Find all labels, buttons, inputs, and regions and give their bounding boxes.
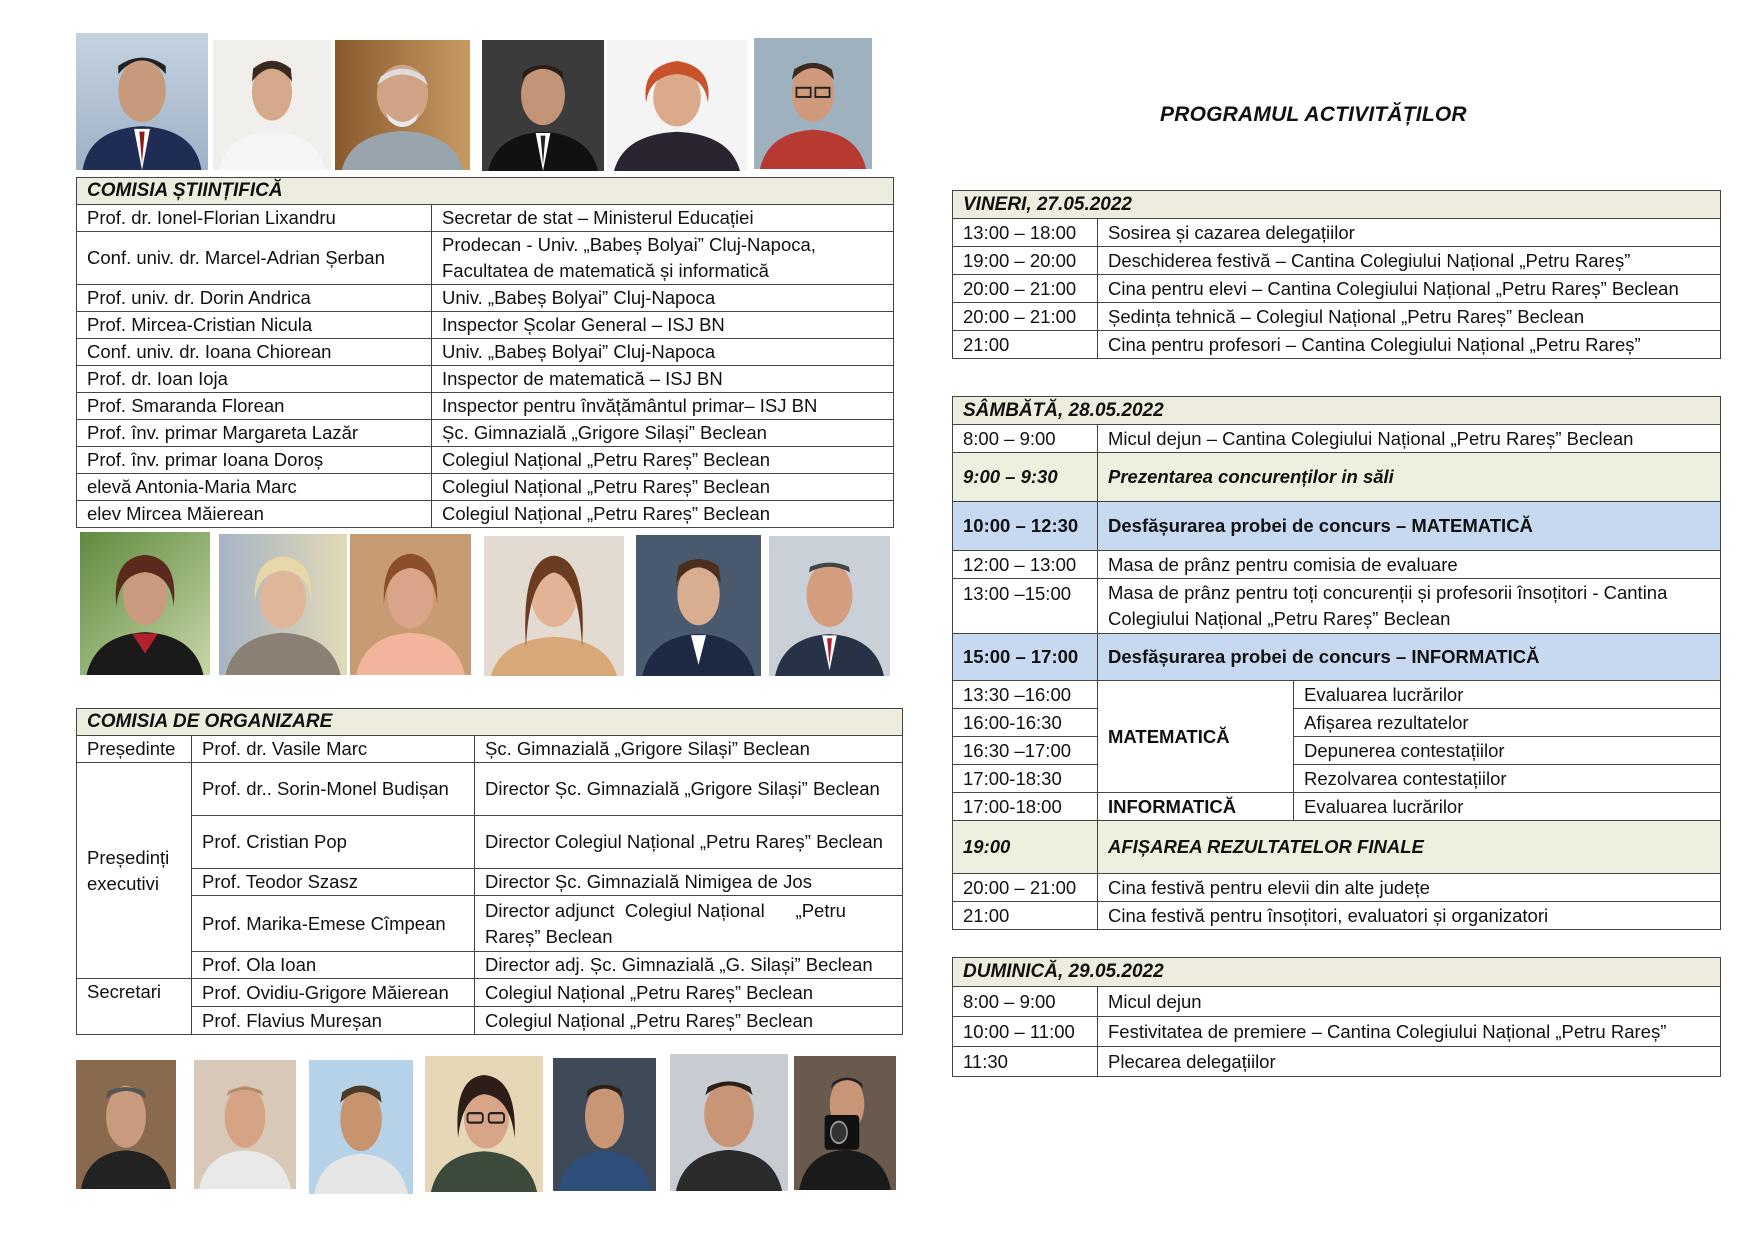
member-name: Conf. univ. dr. Ioana Chiorean — [77, 339, 432, 366]
activity-cell: Cina pentru elevi – Cantina Colegiului Național „Petru Rareș” Beclean — [1098, 275, 1721, 303]
portrait-photo — [335, 40, 470, 170]
activity-cell: Cina festivă pentru elevii din alte județe — [1098, 874, 1721, 902]
activity-cell: Ședința tehnică – Colegiul Național „Petru Rareș” Beclean — [1098, 303, 1721, 331]
time-cell: 20:00 – 21:00 — [953, 275, 1098, 303]
member-role: Șc. Gimnazială „Grigore Silași” Beclean — [475, 736, 903, 763]
portrait-photo — [350, 534, 471, 675]
member-name: Prof. dr. Ionel-Florian Lixandru — [77, 205, 432, 232]
table-header-row — [77, 709, 903, 736]
portrait-photo — [80, 532, 210, 675]
portrait-photo — [553, 1058, 656, 1191]
member-role: Inspector pentru învățământul primar– ISJ BN — [432, 393, 894, 420]
member-name: elevă Antonia-Maria Marc — [77, 474, 432, 501]
activity-cell: AFIȘAREA REZULTATELOR FINALE — [1098, 821, 1721, 874]
table-header-row — [953, 958, 1721, 987]
member-name: Prof. Teodor Szasz — [192, 869, 475, 896]
table-row — [953, 902, 1721, 930]
table-row — [953, 793, 1721, 821]
group-label: Secretari — [77, 979, 192, 1035]
table-row — [953, 219, 1721, 247]
time-cell: 10:00 – 11:00 — [953, 1017, 1098, 1047]
member-name: Prof. Cristian Pop — [192, 816, 475, 869]
time-cell: 21:00 — [953, 902, 1098, 930]
activity-cell: Desfășurarea probei de concurs – MATEMATICĂ — [1098, 502, 1721, 551]
time-cell: 21:00 — [953, 331, 1098, 359]
portrait-photo — [769, 536, 890, 676]
group-label: Președinte — [77, 736, 192, 763]
portrait-photo — [425, 1056, 543, 1192]
member-role: Director adj. Șc. Gimnazială „G. Silași” Beclean — [475, 952, 903, 979]
table-row — [953, 1047, 1721, 1077]
friday-schedule-table — [952, 190, 1721, 359]
activity-cell: Rezolvarea contestațiilor — [1294, 765, 1721, 793]
table-row — [953, 425, 1721, 453]
table-row — [953, 453, 1721, 502]
group-label: Președinți executivi — [77, 763, 192, 979]
member-name: Prof. Flavius Mureșan — [192, 1007, 475, 1035]
table-row — [77, 763, 903, 816]
member-name: Prof. dr. Ioan Ioja — [77, 366, 432, 393]
table-row — [77, 736, 903, 763]
table-row — [953, 737, 1721, 765]
table-row — [77, 474, 894, 501]
table-row — [953, 551, 1721, 579]
saturday-schedule-table — [952, 396, 1721, 930]
activity-cell: Depunerea contestațiilor — [1294, 737, 1721, 765]
scientific-committee-table — [76, 177, 894, 528]
member-role: Colegiul Național „Petru Rareș” Beclean — [432, 474, 894, 501]
member-role: Colegiul Național „Petru Rareș” Beclean — [432, 447, 894, 474]
activity-cell: Evaluarea lucrărilor — [1294, 681, 1721, 709]
table-header-row — [953, 397, 1721, 425]
table-row — [77, 205, 894, 232]
portrait-photo — [213, 40, 331, 170]
member-role: Director Șc. Gimnazială Nimigea de Jos — [475, 869, 903, 896]
table-row — [953, 709, 1721, 737]
table-row — [953, 579, 1721, 634]
table-row — [77, 1007, 903, 1035]
activity-cell: Cina pentru profesori – Cantina Colegiului Național „Petru Rareș” — [1098, 331, 1721, 359]
table-row — [953, 275, 1721, 303]
table-row — [77, 501, 894, 528]
activity-cell: Masa de prânz pentru comisia de evaluare — [1098, 551, 1721, 579]
portrait-photo — [794, 1056, 896, 1190]
day-header: DUMINICĂ, 29.05.2022 — [953, 958, 1721, 987]
activity-cell: Micul dejun – Cantina Colegiului Național „Petru Rareș” Beclean — [1098, 425, 1721, 453]
organizing-committee-table — [76, 708, 903, 1035]
table-row — [953, 987, 1721, 1017]
member-name: Prof. univ. dr. Dorin Andrica — [77, 285, 432, 312]
portrait-photo — [607, 40, 747, 171]
time-cell: 12:00 – 13:00 — [953, 551, 1098, 579]
portrait-photo — [484, 536, 624, 676]
activity-cell: Afișarea rezultatelor — [1294, 709, 1721, 737]
member-role: Secretar de stat – Ministerul Educației — [432, 205, 894, 232]
time-cell: 15:00 – 17:00 — [953, 634, 1098, 681]
activity-cell: Desfășurarea probei de concurs – INFORMATICĂ — [1098, 634, 1721, 681]
member-name: Prof. Marika-Emese Cîmpean — [192, 896, 475, 952]
member-name: Prof. înv. primar Ioana Doroș — [77, 447, 432, 474]
table-row — [953, 765, 1721, 793]
member-role: Colegiul Național „Petru Rareș” Beclean — [432, 501, 894, 528]
activity-cell: Prezentarea concurenților in săli — [1098, 453, 1721, 502]
time-cell: 17:00-18:30 — [953, 765, 1098, 793]
portrait-photo — [754, 38, 872, 169]
time-cell: 20:00 – 21:00 — [953, 874, 1098, 902]
schedule-title: PROGRAMUL ACTIVITĂȚILOR — [1160, 103, 1467, 126]
member-name: Prof. dr. Vasile Marc — [192, 736, 475, 763]
member-name: Prof. înv. primar Margareta Lazăr — [77, 420, 432, 447]
table-row — [953, 821, 1721, 874]
activity-cell: Deschiderea festivă – Cantina Colegiului Național „Petru Rareș” — [1098, 247, 1721, 275]
time-cell: 13:30 –16:00 — [953, 681, 1098, 709]
member-name: Prof. Ola Ioan — [192, 952, 475, 979]
portrait-photo — [76, 1060, 176, 1189]
subject-label: INFORMATICĂ — [1098, 793, 1294, 821]
time-cell: 16:30 –17:00 — [953, 737, 1098, 765]
table-row — [77, 312, 894, 339]
table-row — [77, 366, 894, 393]
member-role: Univ. „Babeș Bolyai” Cluj-Napoca — [432, 339, 894, 366]
table-row — [953, 681, 1721, 709]
day-header: SÂMBĂTĂ, 28.05.2022 — [953, 397, 1721, 425]
table-header: COMISIA ȘTIINȚIFICĂ — [77, 178, 894, 205]
portrait-photo — [636, 535, 761, 676]
member-role: Colegiul Național „Petru Rareș” Beclean — [475, 979, 903, 1007]
table-row — [77, 232, 894, 285]
table-header-row — [77, 178, 894, 205]
portrait-photo — [76, 33, 208, 170]
portrait-photo — [670, 1054, 788, 1191]
table-header-row — [953, 191, 1721, 219]
member-role: Univ. „Babeș Bolyai” Cluj-Napoca — [432, 285, 894, 312]
portrait-photo — [194, 1060, 296, 1189]
time-cell: 8:00 – 9:00 — [953, 987, 1098, 1017]
member-role: Inspector de matematică – ISJ BN — [432, 366, 894, 393]
activity-cell: Festivitatea de premiere – Cantina Colegiului Național „Petru Rareș” — [1098, 1017, 1721, 1047]
time-cell: 19:00 — [953, 821, 1098, 874]
activity-cell: Cina festivă pentru însoțitori, evaluatori și organizatori — [1098, 902, 1721, 930]
table-row — [953, 247, 1721, 275]
member-role: Director Colegiul Național „Petru Rareș” Beclean — [475, 816, 903, 869]
activity-cell: Plecarea delegațiilor — [1098, 1047, 1721, 1077]
day-header: VINERI, 27.05.2022 — [953, 191, 1721, 219]
time-cell: 13:00 –15:00 — [953, 579, 1098, 634]
portrait-photo — [309, 1060, 413, 1194]
time-cell: 19:00 – 20:00 — [953, 247, 1098, 275]
member-name: Prof. Ovidiu-Grigore Măierean — [192, 979, 475, 1007]
table-row — [953, 1017, 1721, 1047]
table-row — [77, 393, 894, 420]
member-role: Inspector Școlar General – ISJ BN — [432, 312, 894, 339]
member-name: Prof. Mircea-Cristian Nicula — [77, 312, 432, 339]
table-row — [953, 634, 1721, 681]
table-row — [77, 339, 894, 366]
time-cell: 8:00 – 9:00 — [953, 425, 1098, 453]
table-row — [77, 952, 903, 979]
time-cell: 10:00 – 12:30 — [953, 502, 1098, 551]
table-row — [77, 896, 903, 952]
member-role: Director Șc. Gimnazială „Grigore Silași” Beclean — [475, 763, 903, 816]
table-row — [953, 502, 1721, 551]
table-row — [77, 285, 894, 312]
table-row — [953, 331, 1721, 359]
table-row — [77, 979, 903, 1007]
time-cell: 9:00 – 9:30 — [953, 453, 1098, 502]
subject-label: MATEMATICĂ — [1098, 681, 1294, 793]
portrait-photo — [219, 534, 347, 675]
time-cell: 17:00-18:00 — [953, 793, 1098, 821]
activity-cell: Masa de prânz pentru toți concurenții și profesorii însoțitori - Cantina Colegiului Național „Petru Rareș” Beclean — [1098, 579, 1721, 634]
table-header: COMISIA DE ORGANIZARE — [77, 709, 903, 736]
table-row — [77, 420, 894, 447]
portrait-photo — [482, 40, 604, 171]
member-name: elev Mircea Măierean — [77, 501, 432, 528]
activity-cell: Evaluarea lucrărilor — [1294, 793, 1721, 821]
time-cell: 20:00 – 21:00 — [953, 303, 1098, 331]
member-role: Prodecan - Univ. „Babeș Bolyai” Cluj-Napoca, Facultatea de matematică și informatică — [432, 232, 894, 285]
table-row — [77, 816, 903, 869]
time-cell: 13:00 – 18:00 — [953, 219, 1098, 247]
member-role: Director adjunct Colegiul Național „Petru Rareș” Beclean — [475, 896, 903, 952]
sunday-schedule-table — [952, 957, 1721, 1077]
member-role: Șc. Gimnazială „Grigore Silași” Beclean — [432, 420, 894, 447]
member-role: Colegiul Național „Petru Rareș” Beclean — [475, 1007, 903, 1035]
time-cell: 16:00-16:30 — [953, 709, 1098, 737]
activity-cell: Micul dejun — [1098, 987, 1721, 1017]
time-cell: 11:30 — [953, 1047, 1098, 1077]
member-name: Prof. dr.. Sorin-Monel Budișan — [192, 763, 475, 816]
member-name: Conf. univ. dr. Marcel-Adrian Șerban — [77, 232, 432, 285]
table-row — [77, 447, 894, 474]
table-row — [77, 869, 903, 896]
table-row — [953, 303, 1721, 331]
activity-cell: Sosirea și cazarea delegațiilor — [1098, 219, 1721, 247]
member-name: Prof. Smaranda Florean — [77, 393, 432, 420]
table-row — [953, 874, 1721, 902]
